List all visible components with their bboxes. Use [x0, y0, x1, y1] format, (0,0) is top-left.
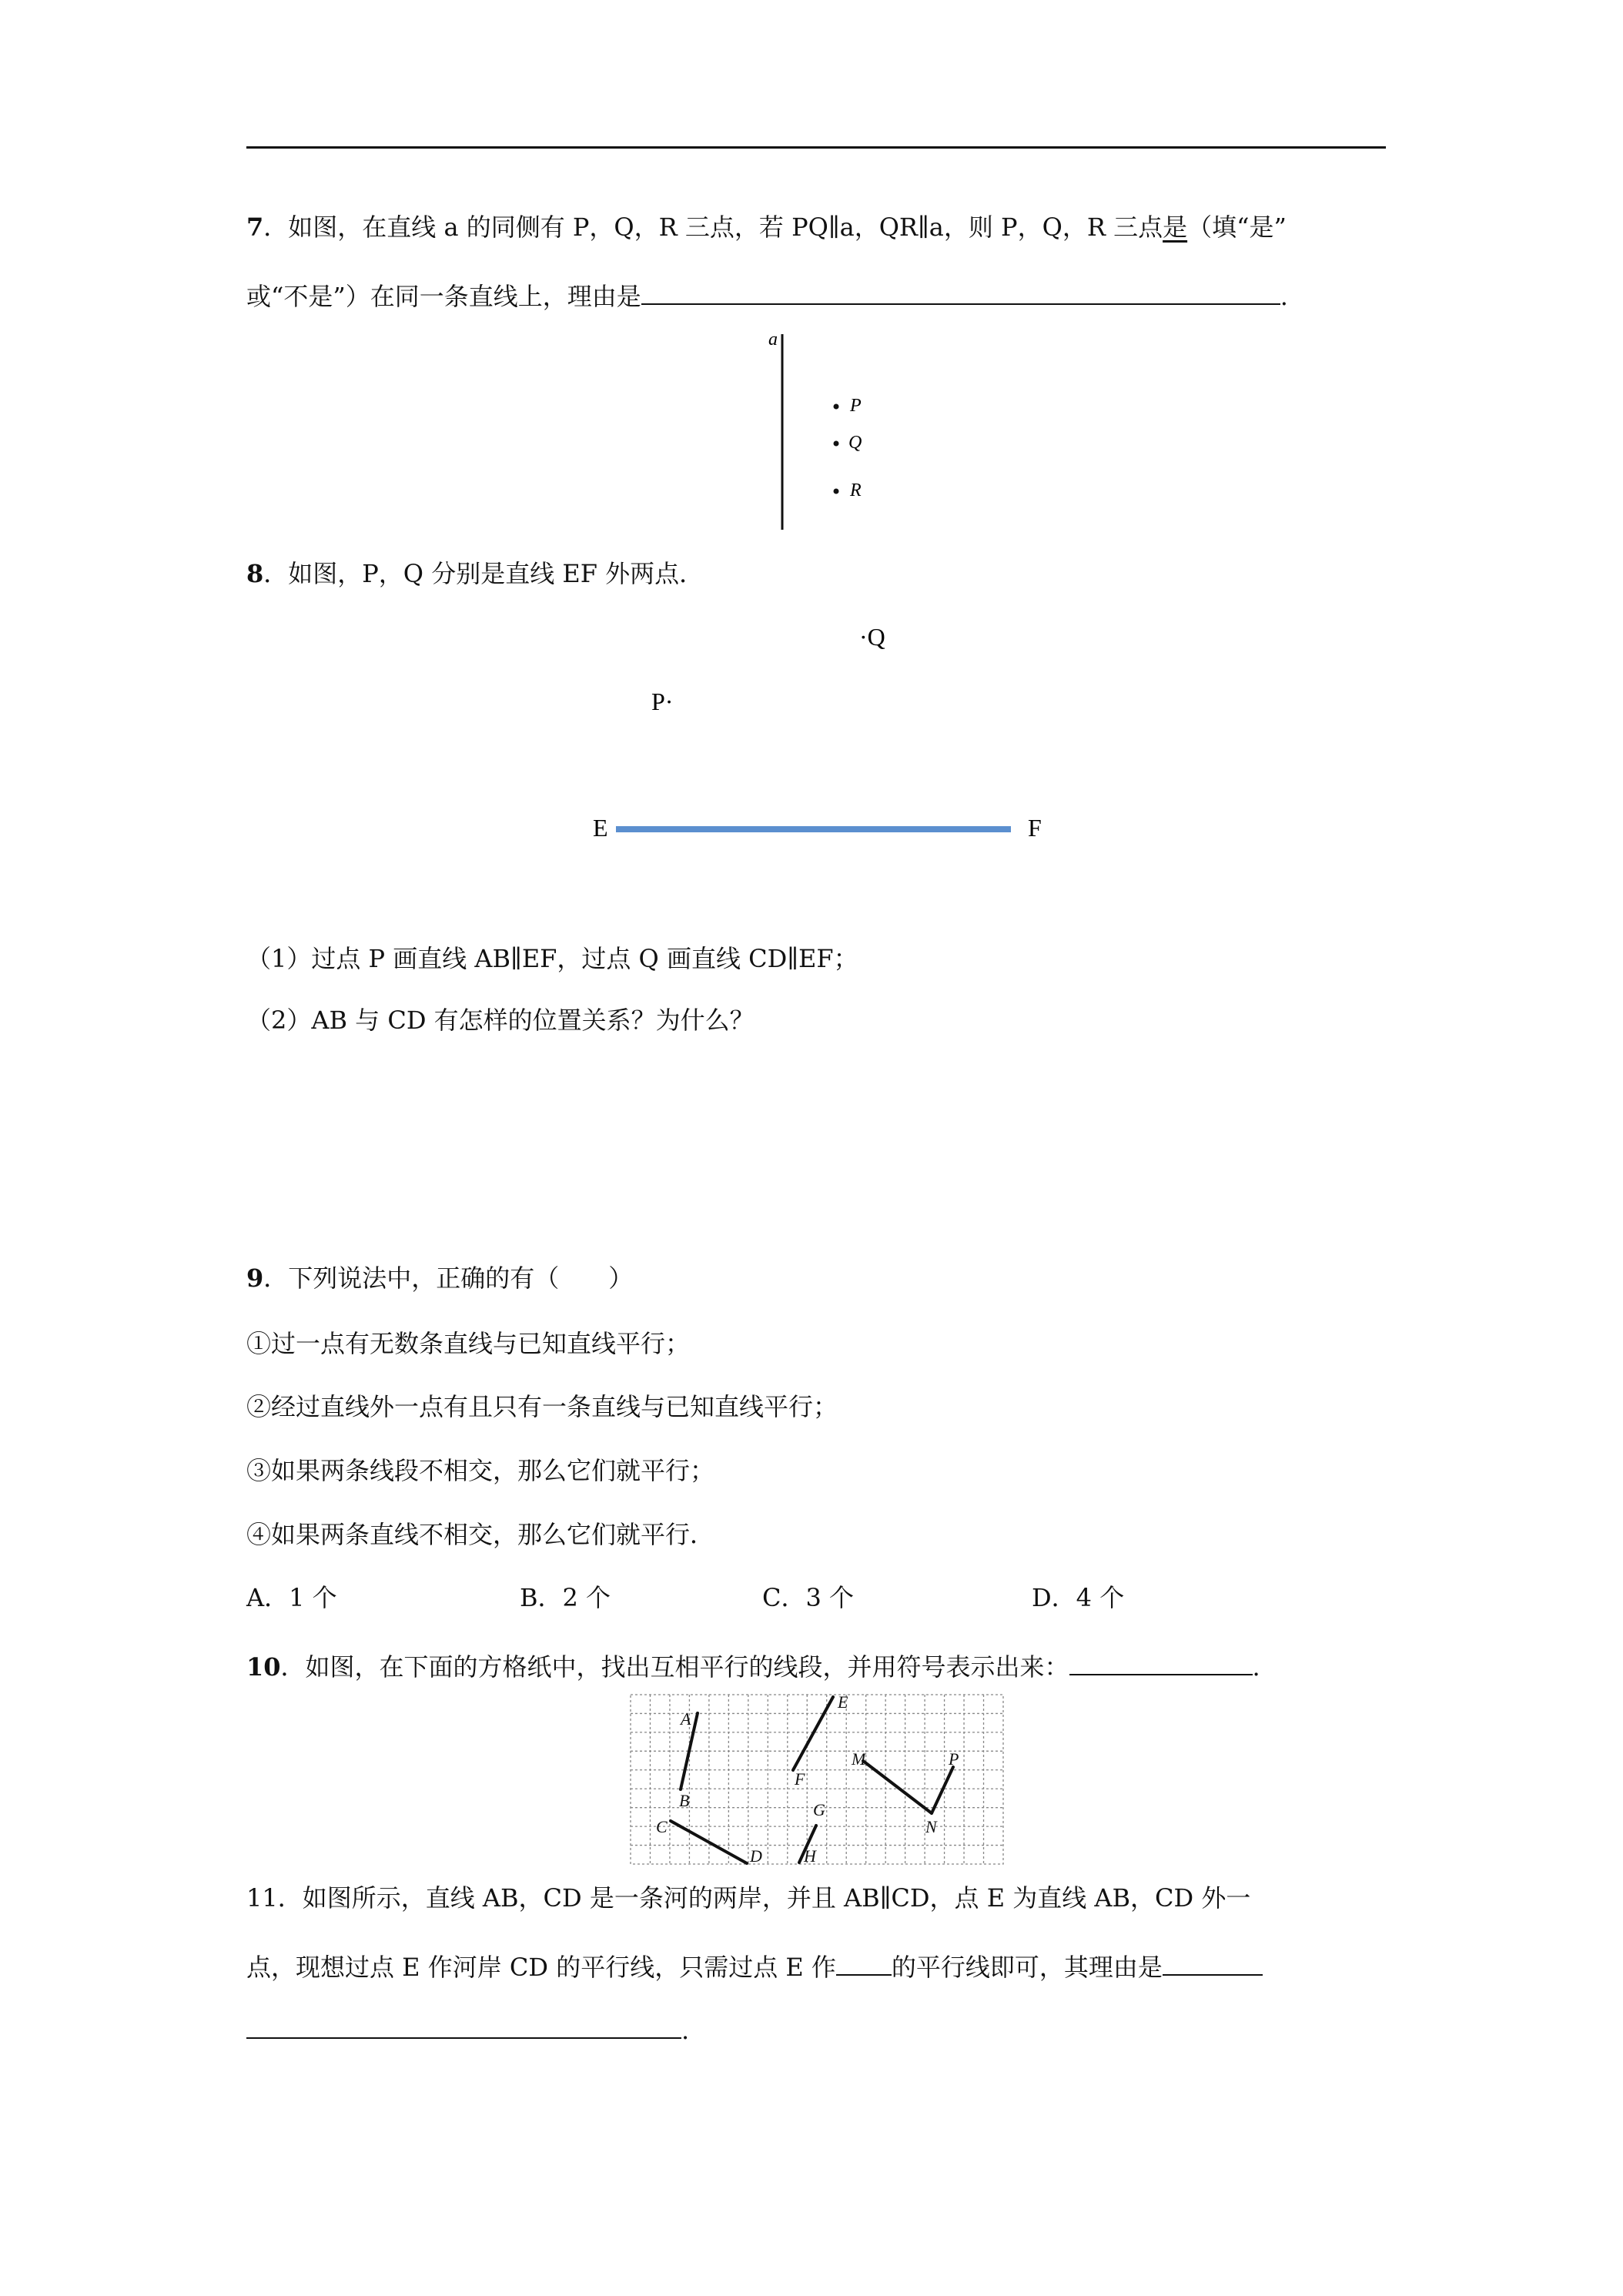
q7-answer: 是 — [1163, 213, 1188, 242]
q8-text: ．如图，P，Q 分别是直线 EF 外两点． — [263, 559, 704, 588]
q10-label-a: A — [681, 1709, 691, 1729]
q8-sub2: （2）AB 与 CD 有怎样的位置关系？为什么？ — [246, 1006, 755, 1035]
q11-line2 — [246, 1948, 1263, 1983]
q10-label-d: D — [750, 1846, 762, 1865]
q10-label-e: E — [838, 1694, 848, 1712]
q7-number: 7 — [246, 213, 264, 242]
q8-figure — [570, 608, 1078, 862]
q10-label-f: F — [795, 1769, 805, 1789]
q9-option-c[interactable]: C．3 个 — [762, 1583, 855, 1612]
q10-segment-mn — [863, 1761, 932, 1813]
q8-line1 — [246, 558, 704, 589]
q7-figure — [755, 323, 909, 539]
q7-text-b: （填“是” — [1187, 213, 1287, 242]
q7-reason-blank[interactable] — [641, 277, 1280, 305]
q7-label-a: a — [768, 330, 778, 350]
q11-blank-2b[interactable] — [246, 2011, 681, 2039]
q8-label-f: F — [1028, 814, 1042, 842]
q10-label-h: H — [804, 1846, 816, 1865]
q9-text: ．下列说法中，正确的有（ ） — [263, 1263, 634, 1293]
q10-number: 10 — [246, 1652, 281, 1682]
q10-label-c: C — [656, 1817, 668, 1836]
q9-number: 9 — [246, 1263, 264, 1293]
q10-line1 — [246, 1648, 1260, 1682]
q9-item-2: ②经过直线外一点有且只有一条直线与已知直线平行； — [246, 1392, 838, 1421]
q7-text-line2: 或“不是”）在同一条直线上，理由是 — [246, 282, 641, 311]
q7-label-r: R — [850, 480, 862, 500]
q8-sub1: （1）过点 P 画直线 AB∥EF，过点 Q 画直线 CD∥EF； — [246, 944, 858, 973]
q11-blank-1[interactable] — [836, 1948, 892, 1976]
q10-grid-figure — [630, 1694, 1004, 1865]
q10-label-n: N — [925, 1817, 937, 1836]
q9-item-1: ①过一点有无数条直线与已知直线平行； — [246, 1329, 691, 1358]
q7-line2 — [246, 277, 1288, 312]
q7-end: . — [1280, 282, 1288, 311]
q9-option-d[interactable]: D．4 个 — [1032, 1583, 1125, 1612]
q10-end: . — [1252, 1652, 1260, 1682]
q7-point-q — [834, 441, 839, 447]
q9-option-a[interactable]: A．1 个 — [246, 1583, 337, 1612]
q11-text-a: 点，现想过点 E 作河岸 CD 的平行线，只需过点 E 作 — [246, 1953, 836, 1982]
q11-line3 — [246, 2011, 689, 2046]
q11-line1: 11．如图所示，直线 AB，CD 是一条河的两岸，并且 AB∥CD，点 E 为直线 AB，CD 外一 — [246, 1883, 1251, 1913]
q10-label-g: G — [813, 1800, 825, 1819]
q7-point-p — [834, 404, 839, 410]
q8-label-p: P· — [651, 688, 674, 715]
q8-label-q: ·Q — [859, 623, 885, 651]
q10-segment-np — [932, 1767, 953, 1813]
q7-label-q: Q — [848, 433, 862, 453]
q8-number: 8 — [246, 559, 264, 588]
q11-end: . — [681, 2016, 690, 2045]
q7-line1 — [246, 212, 1287, 243]
q8-label-e: E — [593, 814, 608, 842]
q10-text: ．如图，在下面的方格纸中，找出互相平行的线段，并用符号表示出来： — [280, 1652, 1069, 1682]
q10-label-b: B — [679, 1791, 690, 1810]
q10-label-m: M — [852, 1749, 866, 1769]
q9-item-4: ④如果两条直线不相交，那么它们就平行． — [246, 1520, 715, 1549]
q7-label-p: P — [850, 396, 862, 416]
q9-line1 — [246, 1263, 633, 1294]
q7-text-a: ．如图，在直线 a 的同侧有 P，Q，R 三点，若 PQ∥a，QR∥a，则 P，Q，R 三点 — [263, 213, 1163, 242]
q7-point-r — [834, 489, 839, 494]
q9-item-3: ③如果两条线段不相交，那么它们就平行； — [246, 1456, 715, 1485]
q10-answer-blank[interactable] — [1069, 1648, 1253, 1675]
header-rule — [246, 146, 1386, 149]
q11-blank-2a[interactable] — [1163, 1948, 1263, 1976]
q11-text-b: 的平行线即可，其理由是 — [891, 1953, 1163, 1982]
q10-label-p: P — [949, 1749, 959, 1769]
q9-option-b[interactable]: B．2 个 — [520, 1583, 611, 1612]
